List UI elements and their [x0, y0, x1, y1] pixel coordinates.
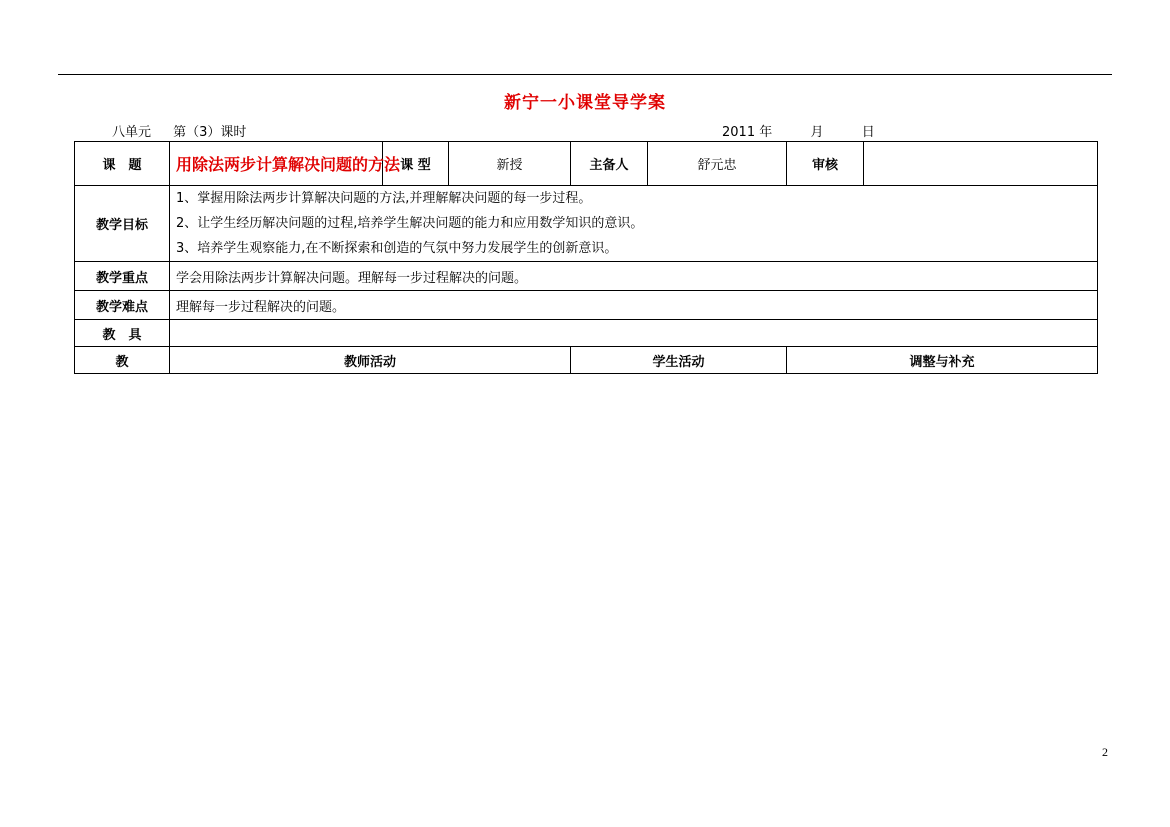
activity-col-teaching: 教	[75, 347, 170, 374]
table-row-tools	[75, 320, 1098, 347]
month-label: 月	[810, 125, 824, 140]
table-row-goals	[75, 186, 1098, 262]
lesson-label: 第（3）课时	[173, 125, 247, 140]
review-label: 审核	[787, 142, 864, 186]
goals-label: 教学目标	[75, 186, 170, 262]
goal-item: 2、让学生经历解决问题的过程,培养学生解决问题的能力和应用数学知识的意识。	[176, 216, 644, 231]
preparer-label: 主备人	[571, 142, 648, 186]
tools-label: 教 具	[75, 320, 170, 347]
year-label: 2011 年	[722, 125, 773, 140]
unit-label: 八单元	[112, 125, 152, 140]
page-number: 2	[1102, 745, 1108, 759]
key-points-value: 学会用除法两步计算解决问题。理解每一步过程解决的问题。	[170, 262, 1098, 291]
goal-item: 3、培养学生观察能力,在不断探索和创造的气氛中努力发展学生的创新意识。	[176, 241, 618, 256]
preparer-value: 舒元忠	[648, 142, 787, 186]
lesson-plan-table	[74, 141, 1098, 374]
type-value: 新授	[449, 142, 571, 186]
review-value	[864, 142, 1098, 186]
activity-col-adjust: 调整与补充	[787, 347, 1098, 374]
top-rule	[58, 74, 1112, 75]
difficulties-label: 教学难点	[75, 291, 170, 320]
key-points-label: 教学重点	[75, 262, 170, 291]
activity-col-teacher: 教师活动	[170, 347, 571, 374]
day-label: 日	[861, 125, 875, 140]
topic-label: 课 题	[75, 142, 170, 186]
difficulties-value: 理解每一步过程解决的问题。	[170, 291, 1098, 320]
type-label: 课 型	[383, 142, 449, 186]
table-row-key-points	[75, 262, 1098, 291]
table-row-difficulties	[75, 291, 1098, 320]
tools-value	[170, 320, 1098, 347]
table-row-topic	[75, 142, 1098, 186]
activity-col-student: 学生活动	[571, 347, 787, 374]
topic-value: 用除法两步计算解决问题的方法	[170, 142, 383, 186]
lesson-meta	[112, 121, 264, 140]
date-meta	[722, 121, 875, 140]
goals-content	[170, 186, 1098, 262]
table-row-activity-header	[75, 347, 1098, 374]
goal-item: 1、掌握用除法两步计算解决问题的方法,并理解解决问题的每一步过程。	[176, 191, 592, 206]
document-title: 新宁一小课堂导学案	[504, 93, 666, 113]
